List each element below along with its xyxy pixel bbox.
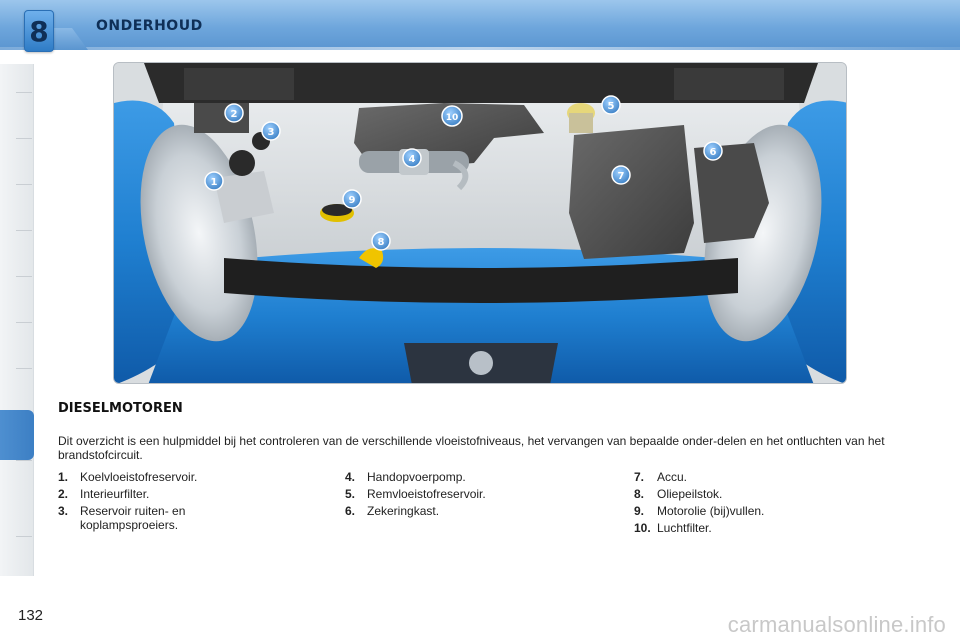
legend-column-1 [58,470,288,535]
legend-item [58,504,238,532]
site-watermark: carmanualsonline.info [727,612,946,637]
callout-8-label: 8 [377,237,385,248]
callout-10-label: 10 [445,113,459,123]
callout-4 [403,149,421,167]
callout-7 [612,166,630,184]
engine-bay-photo [113,62,847,384]
side-tab-divider [16,460,32,461]
legend-item-number: 10. [634,521,651,535]
legend-item-text: Zekeringkast. [367,504,440,518]
callout-1 [205,172,223,190]
legend-item [345,470,575,484]
callout-6-label: 6 [709,147,717,158]
legend-item [634,487,834,501]
legend-item-number: 3. [58,504,69,518]
side-tab-active-chapter[interactable] [0,410,34,460]
side-tab-divider [16,184,32,185]
intro-paragraph: Dit overzicht is een hulpmiddel bij het controleren van de verschillende vloeistofniveaus, het vervangen van bepaalde onder-delen en het ontluchten van het brandstofcircuit. [58,434,885,462]
legend-item-number: 7. [634,470,645,484]
callout-2 [225,104,243,122]
legend-item-number: 8. [634,487,645,501]
callout-8 [372,232,390,250]
chapter-side-tabs [0,64,34,576]
callout-4-label: 4 [408,154,416,165]
chapter-title: ONDERHOUD [96,18,203,34]
legend-item-text: Reservoir ruiten- en koplampsproeiers. [80,504,186,532]
callout-9-label: 9 [348,195,356,206]
side-tab-divider [16,536,32,537]
legend-item [634,521,834,535]
legend-item [345,487,575,501]
legend-item-number: 1. [58,470,69,484]
legend-item-text: Remvloeistofreservoir. [367,487,486,501]
side-tab-divider [16,138,32,139]
legend-item [634,504,834,518]
callout-9 [343,190,361,208]
side-tab-divider [16,276,32,277]
legend-item-text: Accu. [657,470,688,484]
legend-item-text: Oliepeilstok. [657,487,723,501]
legend-item-number: 2. [58,487,69,501]
chapter-badge [24,10,54,52]
callout-6 [704,142,722,160]
callout-5-label: 5 [607,101,615,112]
callout-3-label: 3 [267,127,275,138]
legend-item [345,504,575,518]
callout-2-label: 2 [230,109,238,120]
legend-item-number: 4. [345,470,356,484]
legend-item [634,470,834,484]
callout-5 [602,96,620,114]
callout-3 [262,122,280,140]
legend-item-text: Luchtfilter. [657,521,712,535]
legend-item-text: Koelvloeistofreservoir. [80,470,198,484]
legend-item-text: Handopvoerpomp. [367,470,466,484]
page-number: 132 [18,607,44,624]
legend-item-number: 9. [634,504,645,518]
section-title: DIESELMOTOREN [58,401,183,416]
legend-item [58,487,288,501]
legend-column-3 [634,470,834,538]
engine-bay-illustration [114,63,847,384]
chapter-number: 8 [29,14,49,48]
side-tab-divider [16,92,32,93]
callout-7-label: 7 [617,171,625,182]
legend-item-number: 6. [345,504,356,518]
callout-1-label: 1 [210,177,218,188]
legend-item [58,470,288,484]
legend-item-text: Interieurfilter. [80,487,150,501]
callout-10 [442,106,462,126]
side-tab-divider [16,230,32,231]
legend-column-2 [345,470,575,521]
side-tab-divider [16,322,32,323]
legend-item-number: 5. [345,487,356,501]
legend-item-text: Motorolie (bij)vullen. [657,504,765,518]
side-tab-divider [16,368,32,369]
